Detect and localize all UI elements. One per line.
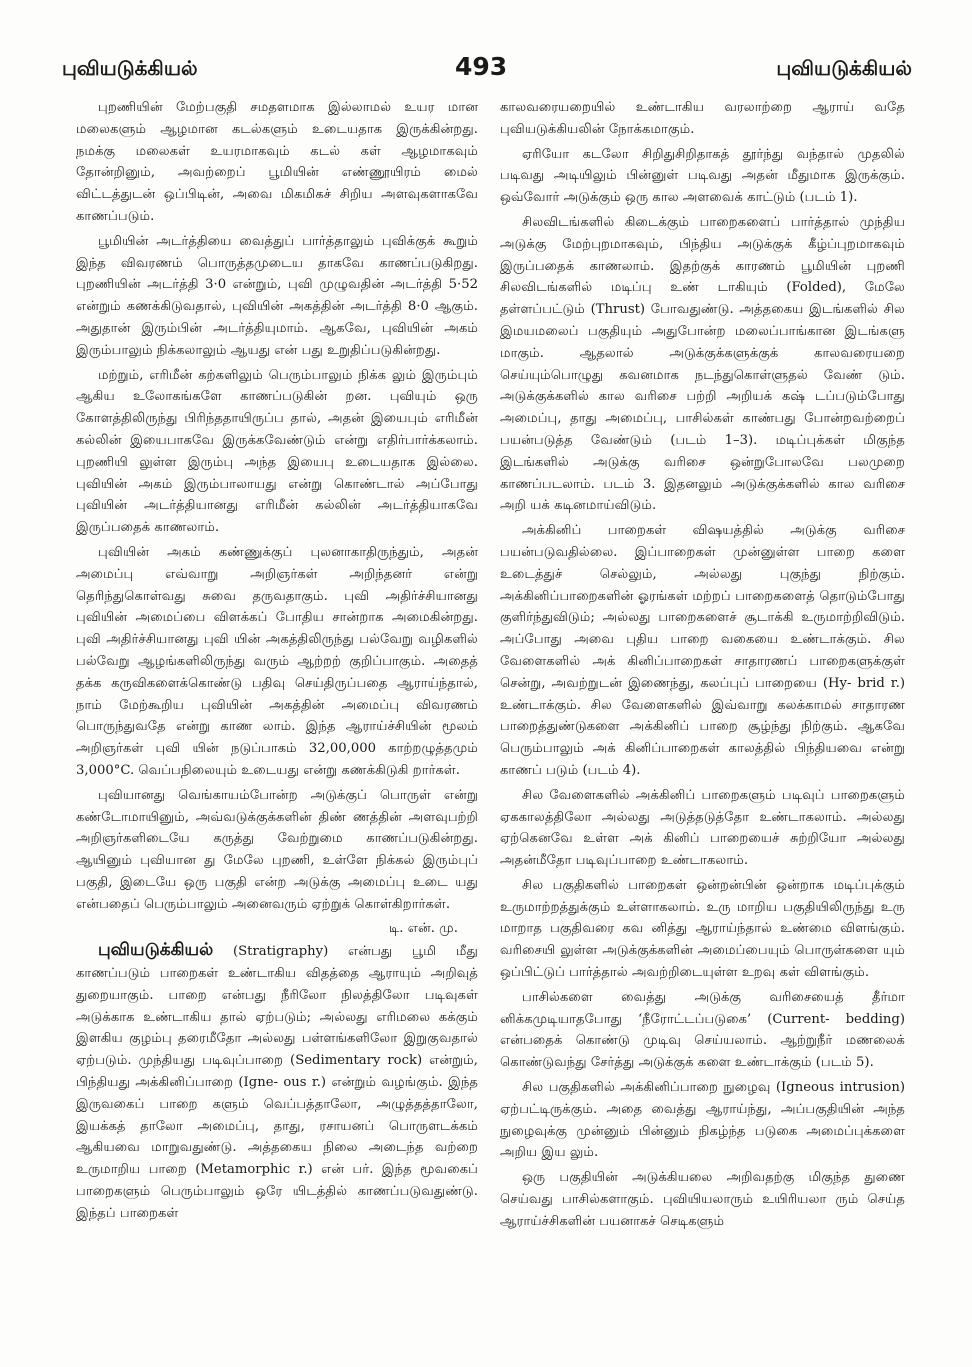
- paragraph: சில வேளைகளில் அக்கினிப் பாறைகளும் படிவுப் பாறைகளும் ஏககாலத்திலோ அல்லது அடுத்தடுத்தோ உண்டாகலாம். அல்லது ஏற்கெனவே உள்ள அக் கினிப் பாறையைச் சுற்றியோ அல்லது அதன்மீதோ படிவுப்பாறை உண்டாகலாம்.: [500, 787, 905, 869]
- paragraph: ஒரு பகுதியின் அடுக்கியலை அறிவதற்கு மிகுந்த துணை செய்வது பாசில்களாகும். புவியியலாரும் உயிரியலா ரும் செய்த ஆராய்ச்சிகளின் பயனாகச் செடிகளும்: [500, 1170, 905, 1229]
- paragraph: மற்றும், எரிமீன் கற்களிலும் பெரும்பாலும் நிக்க லும் இரும்பும் ஆகிய உலோகங்களே காணப்படுகின் றன. புவியும் ஒரு கோளத்திலிருந்து பிரிந்ததாயிருப்ப தால், அதன் இயைபும் எரிமீன் கல்லின் இயைபாகவே இருக்கவேண்டும் என்று எதிர்பார்க்கலாம். புறணியி லுள்ள இரும்பு அந்த இயைபு உடையதாக இல்லை. புவியின் அகம் இரும்பாலாயது என்று கொண்டால் அப்போது புவியின் அடர்த்தியானது எரிமீன் கல்லின் அடர்த்தியாகவே இருப்பதைக் காணலாம்.: [76, 367, 478, 536]
- paragraph: புவியானது வெங்காயம்போன்ற அடுக்குப் பொருள் என்று கண்டோமாயினும், அவ்வடுக்குக்களின் திண் ணத்தின் அளவுபற்றி அறிஞர்களிடையே கருத்து வேற்றுமை காணப்படுகின்றது. ஆயினும் புவியான து மேலே புறணி, உள்ளே நிக்கல் இரும்புப் பகுதி, இடையே ஒரு பகுதி என்ற அடுக்கு அமைப்பு உடை யது என்பதைப் பெரும்பாலும் அனைவரும் ஏற்றுக் கொள்கிறார்கள்.: [76, 787, 478, 912]
- entry-paragraph: [76, 940, 478, 1224]
- entry-heading: புவியடுக்கியல்: [98, 940, 214, 961]
- paragraph: சில பகுதிகளில் அக்கினிப்பாறை நுழைவு (Igneous intrusion) ஏற்பட்டிருக்கும். அதை வைத்து ஆராய்ந்து, அப்பகுதியின் அந்த நுழைவுக்கு முன்னும் பின்னும் நிகழ்ந்த படுகை அமைப்புக்களை அறிய இய லும்.: [500, 1080, 905, 1161]
- author-initials: டி. என். மு.: [388, 921, 458, 937]
- entry-text: (Stratigraphy) என்பது பூமி மீது காணப்படும் பாறைகள் உண்டாகிய விதத்தை ஆராயும் அறிவுத் துறையாகும். பாறை என்பது நீரிலோ நிலத்திலோ படிவுகள் அடுக்காக உண்டாகிய தால் ஏற்படும்; அல்லது எரிமலை கக்கும் இளகிய குழம்பு தரைமீதோ அல்லது பள்ளங்களிலோ இறுகுவதால் ஏற்படும். முந்தியது படிவுப்பாறை (Sedimentary rock) என்றும், பிந்தியது அக்கினிப்பாறை (Igne- ous r.) என்றும் வழங்கும். இந்த இருவகைப் பாறை களும் வெப்பத்தாலோ, அழுத்தத்தாலோ, இயக்கத் தாலோ அமைப்பு, தாது, ரசாயனப் பொருளடக்கம் ஆகியவை மாறுவதுண்டு. அத்தகைய நிலை அடைந்த வற்றை உருமாறிய பாறை (Metamorphic r.) என் பர். இந்த மூவகைப் பாறைகளும் பெரும்பாலும் ஒரே யிடத்தில் காணப்படுவதுண்டு. இந்தப் பாறைகள்: [76, 944, 478, 1221]
- paragraph: புவியின் அகம் கண்ணுக்குப் புலனாகாதிருந்தும், அதன் அமைப்பு எவ்வாறு அறிஞர்கள் அறிந்தனர் என்று தெரிந்துகொள்வது சுவை தருவதாகும். புவி அதிர்ச்சியானது புவியின் அமைப்பை விளக்கப் போதிய சான்றாக அமைகின்றது. புவி அதிர்ச்சியானது புவி யின் அகத்திலிருந்து பல்வேறு வழிகளில் பல்வேறு ஆழங்களிலிருந்து வரும் ஆற்றற் குறிப்பாகும். அதைத் தக்க கருவிகளைக்கொண்டு பதிவு செய்திருப்பதை ஆராய்ந்தால், நாம் மேற்கூறிய புவியின் அகத்தின் அமைப்பு விவரணம் பொருந்துவதே என்று காண லாம். இந்த ஆராய்ச்சியின் மூலம் அறிஞர்கள் புவி யின் நடுப்பாகம் 32,00,000 காற்றழுத்தமும் 3,000°C. வெப்பநிலையும் உடையது என்று கணக்கிடுகி றார்கள்.: [76, 544, 478, 778]
- paragraph: ஏரியோ கடலோ சிறிதுசிறிதாகத் தூர்ந்து வந்தால் முதலில் படிவது அடியிலும் பின்னுள் படிவது அதன் மீதுமாக இருக்கும். ஒவ்வோர் அடுக்கும் ஒரு கால அளவைக் காட்டும் (படம் 1).: [500, 146, 905, 206]
- paragraph: அக்கினிப் பாறைகள் விஷயத்தில் அடுக்கு வரிசை பயன்படுவதில்லை. இப்பாறைகள் முன்னுள்ள பாறை களை உடைத்துச் செல்லும், அல்லது புகுந்து நிற்கும். அக்கினிப்பாறைகளின் ஓரங்கள் மற்றப் பாறைகளைத் தொடும்போது குளிர்ந்துவிடும்; அல்லது பாறைகளைச் சூடாக்கி உருமாற்றிவிடும். அப்போது அவை புதிய பாறை வகையை உண்டாக்கும். சில வேளைகளில் அக் கினிப்பாறைகள் சாதாரணப் பாறைகளுக்குள் சென்று, அவற்றுடன் இணைந்து, கலப்புப் பாறையை (Hy- brid r.) உண்டாக்கும். சில வேளைகளில் இவ்வாறு கலக்காமல் சாதாரண பாறைத்துண்டுகளை அக்கினிப் பாறை சூழ்ந்து நிற்கும். ஆகவே பெரும்பாலும் அக் கினிப்பாறைகள் காலத்தில் பிந்தியவை என்று காணப் படும் (படம் 4).: [500, 523, 905, 778]
- left-column: [76, 97, 478, 1228]
- right-column: [500, 97, 905, 1236]
- paragraph: புறணியின் மேற்பகுதி சமதளமாக இல்லாமல் உயர மான மலைகளும் ஆழமான கடல்களும் உடையதாக இருக்கின்றது. நமக்கு மலைகள் உயரமாகவும் கடல் கள் ஆழமாகவும் தோன்றினும், அவற்றைப் பூமியின் எண்ணூயிரம் மைல் விட்டத்துடன் ஒப்பிடின், அவை மிகமிகச் சிறிய அளவுகளாகவே காணப்படும்.: [76, 100, 478, 224]
- page-number: 493: [455, 52, 508, 81]
- paragraph: காலவரையறையில் உண்டாகிய வரலாற்றை ஆராய் வதே புவியடுக்கியலின் நோக்கமாகும்.: [500, 100, 905, 137]
- paragraph: சில பகுதிகளில் பாறைகள் ஒன்றன்பின் ஒன்றாக மடிப்புக்கும் உருமாற்றத்துக்கும் உள்ளாகலாம். உரு மாறிய பகுதியிலிருந்து உரு மாறாத பகுதிவரை கவ னித்து ஆராய்ந்தால் உண்மை விளங்கும். வரிசையி லுள்ள அடுக்குக்களின் அமைப்பையும் பொருள்களை யும் ஒப்பிட்டுப் பார்த்தால் அவற்றிடையுள்ள உறவு கள் விளங்கும்.: [500, 877, 905, 981]
- paragraph: பாசில்களை வைத்து அடுக்கு வரிசையைத் தீர்மா னிக்கமுடியாதபோது ‘நீரோட்டப்படுகை’ (Current- bedding) என்பதைக் கொண்டு முடிவு செய்யலாம். ஆற்றுநீர் மணலைக் கொண்டுவந்து சேர்த்து அடுக்குக் களை உண்டாக்கும் (படம் 5).: [500, 989, 905, 1071]
- running-header-right: புவியடுக்கியல்: [776, 56, 912, 80]
- paragraph: பூமியின் அடர்த்தியை வைத்துப் பார்த்தாலும் புவிக்குக் கூறும் இந்த விவரணம் பொருத்தமுடைய தாகவே காணப்படுகிறது. புறணியின் அடர்த்தி 3·0 என்றும், புவி முழுவதின் அடர்த்தி 5·52 என்றும் கணக்கிடுவதால், புவியின் அகத்தின் அடர்த்தி 8·0 ஆகும். அதுதான் இரும்பின் அடர்த்தியுமாம். ஆகவே, புவியின் அகம் இரும்பாலும் நிக்கலாலும் ஆயது என் பது உறுதிப்படுகின்றது.: [76, 233, 478, 358]
- running-header-left: புவியடுக்கியல்: [62, 56, 198, 80]
- paragraph: சிலவிடங்களில் கிடைக்கும் பாறைகளைப் பார்த்தால் முந்திய அடுக்கு மேற்புறமாகவும், பிந்திய அடுக்குக் கீழ்ப்புறமாகவும் இருப்பதைக் காணலாம். இதற்குக் காரணம் பூமியின் புறணி சிலவிடங்களில் மடிப்பு உண் டாகியும் (Folded), மேலே தள்ளப்பட்டும் (Thrust) போவதுண்டு. அத்தகைய இடங்களில் சில இமயமலைப் பகுதியும் அதுபோன்ற மலைப்பாங்கான இடங்களு மாகும். ஆதலால் அடுக்குக்களுக்குக் காலவரையறை செய்யும்பொழுது கவனமாக நடந்துகொள்ளுதல் வேண் டும். அடுக்குக்களில் கால வரிசை பற்றி அறியக் கஷ் டப்படும்போது அமைப்பு, தாது அமைப்பு, பாசில்கள் காண்பது போன்றவற்றைப் பயன்படுத்த வேண்டும் (படம் 1–3). மடிப்புக்கள் மிகுந்த இடங்களில் அடுக்கு வரிசை ஒன்றுபோலவே பலமுறை காணப்படலாம். படம் 3. இதனலும் அடுக்குக்களில் கால வரிசை அறி யக் கடினமாய்விடும்.: [500, 214, 905, 514]
